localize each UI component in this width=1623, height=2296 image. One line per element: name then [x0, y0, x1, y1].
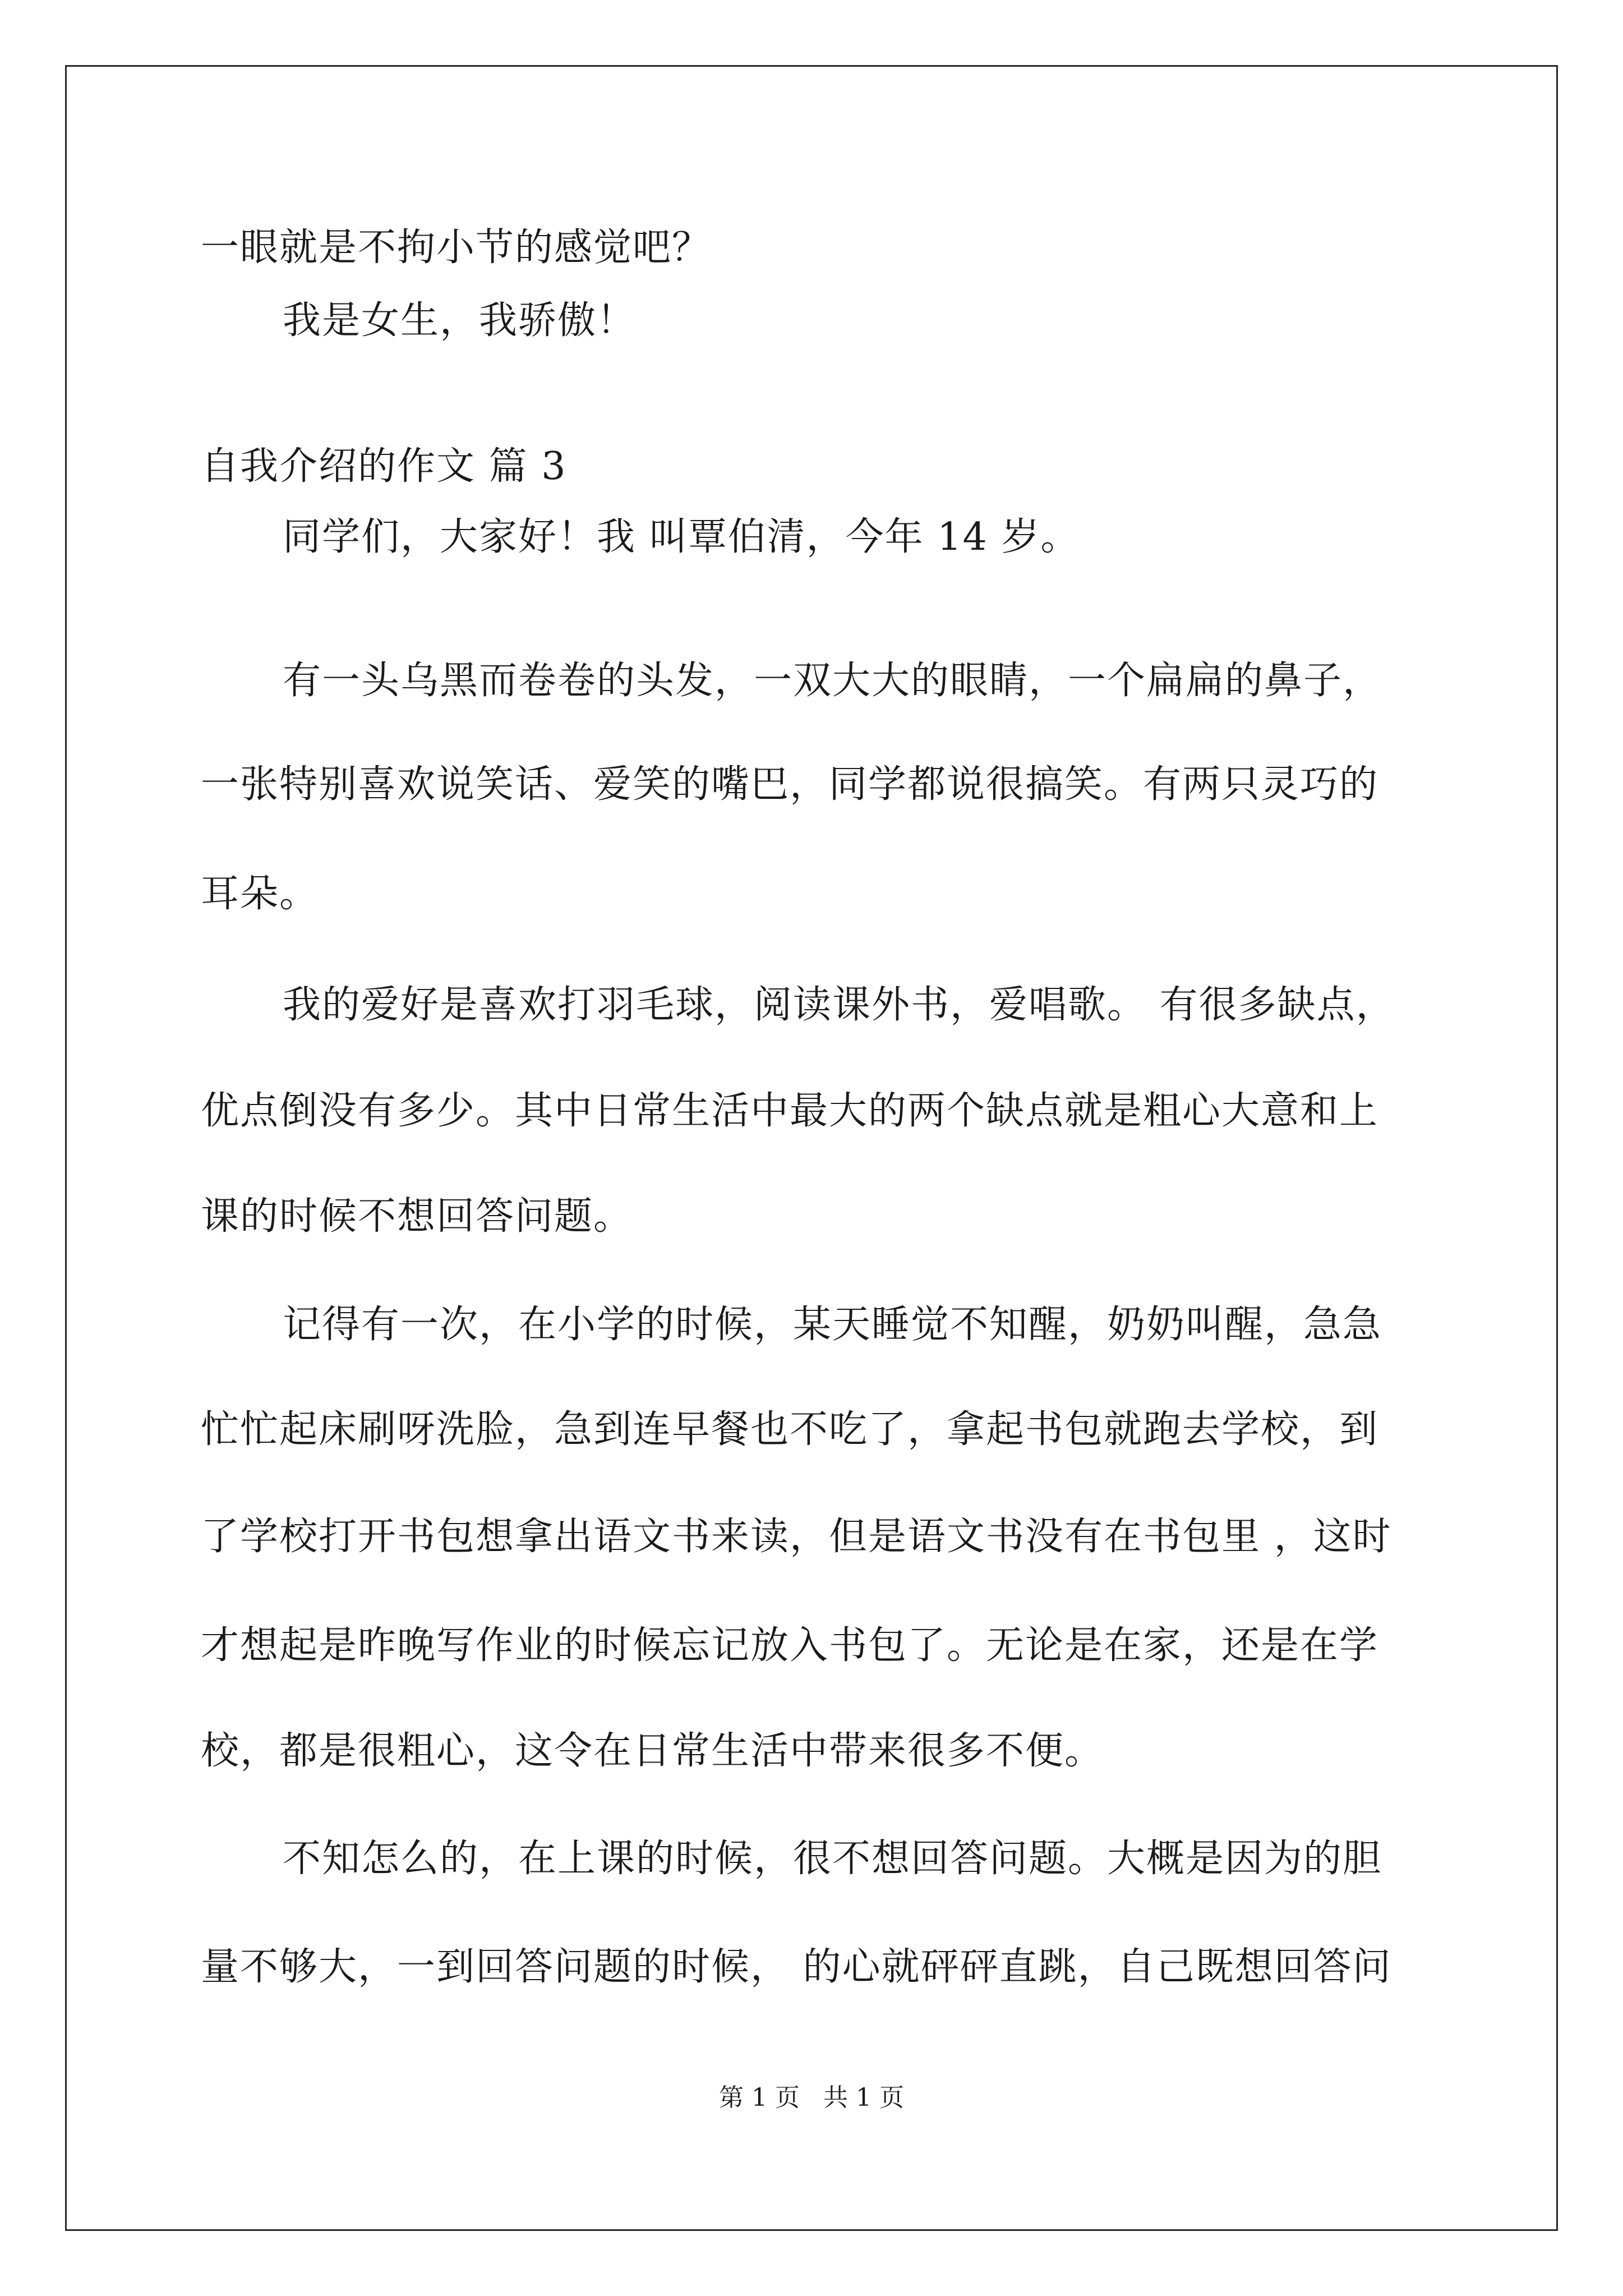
text-line: 一张特别喜欢说笑话、爱笑的嘴巴，同学都说很搞笑。有两只灵巧的 [201, 762, 1379, 807]
text-line: 不知怎么的，在上课的时候，很不想回答问题。大概是因为的胆 [283, 1837, 1382, 1881]
text-line: 课的时候不想回答问题。 [201, 1194, 633, 1239]
text-line: 校，都是很粗心，这令在日常生活中带来很多不便。 [201, 1729, 1104, 1773]
text-line: 记得有一次，在小学的时候，某天睡觉不知醒，奶奶叫醒，急急 [283, 1303, 1382, 1347]
text-line: 一眼就是不拘小节的感觉吧？ [201, 226, 712, 270]
page-total: 共 1 页 [823, 2083, 904, 2112]
text-line: 我的爱好是喜欢打羽毛球，阅读课外书，爱唱歌。 有很多缺点， [283, 983, 1395, 1027]
text-line: 忙忙起床刷呀洗脸，急到连早餐也不吃了，拿起书包就跑去学校，到 [201, 1407, 1379, 1452]
text-line: 同学们，大家好！我 叫覃伯清，今年 14 岁。 [283, 515, 1080, 559]
text-line: 有一头乌黑而卷卷的头发，一双大大的眼睛，一个扁扁的鼻子， [283, 659, 1382, 703]
text-line: 了学校打开书包想拿出语文书来读，但是语文书没有在书包里 ，这时 [201, 1515, 1392, 1559]
page-footer [0, 2083, 1623, 2112]
section-heading: 自我介绍的作文 篇 3 [201, 444, 567, 489]
page-number: 第 1 页 [719, 2083, 800, 2112]
page-border [65, 65, 1558, 2231]
text-line: 优点倒没有多少。其中日常生活中最大的两个缺点就是粗心大意和上 [201, 1089, 1379, 1133]
text-line: 量不够大，一到回答问题的时候， 的心就砰砰直跳，自己既想回答问 [201, 1945, 1392, 1989]
text-line: 才想起是昨晚写作业的时候忘记放入书包了。无论是在家，还是在学 [201, 1623, 1379, 1668]
text-line: 我是女生，我骄傲！ [283, 298, 637, 343]
text-line: 耳朵。 [201, 872, 319, 916]
